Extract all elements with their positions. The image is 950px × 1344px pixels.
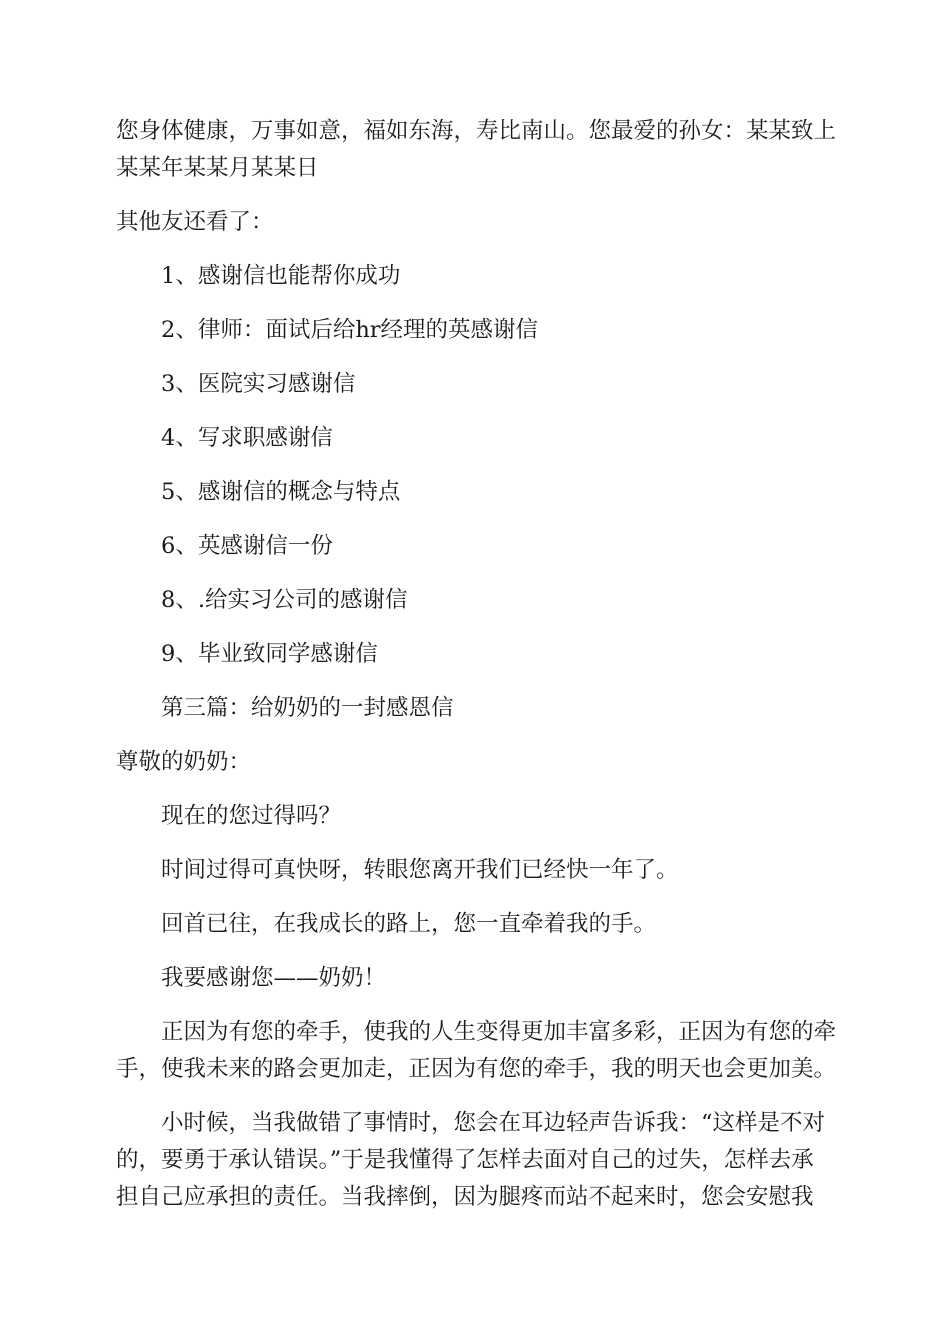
related-item: 8、.给实习公司的感谢信 — [161, 587, 408, 613]
salutation: 尊敬的奶奶： — [116, 749, 252, 775]
paragraph-line: 担自己应承担的责任。当我摔倒，因为腿疼而站不起来时，您会安慰我 — [116, 1184, 814, 1210]
intro-line-1: 您身体健康，万事如意，福如东海，寿比南山。您最爱的孙女：某某致上 — [116, 118, 837, 144]
paragraph-line: 回首已往，在我成长的路上，您一直牵着我的手。 — [161, 911, 657, 937]
related-item: 2、律师：面试后给hr经理的英感谢信 — [161, 317, 539, 343]
paragraph-line: 正因为有您的牵手，使我的人生变得更加丰富多彩，正因为有您的牵 — [161, 1019, 837, 1045]
paragraph-line: 现在的您过得吗？ — [161, 803, 342, 829]
related-item: 3、医院实习感谢信 — [161, 371, 356, 397]
related-item: 1、感谢信也能帮你成功 — [161, 263, 401, 289]
paragraph-line: 时间过得可真快呀，转眼您离开我们已经快一年了。 — [161, 857, 679, 883]
paragraph-line: 的，要勇于承认错误。”于是我懂得了怎样去面对自己的过失，怎样去承 — [116, 1147, 814, 1173]
related-item: 6、英感谢信一份 — [161, 533, 333, 559]
paragraph-line: 我要感谢您——奶奶！ — [161, 965, 387, 991]
intro-line-2: 某某年某某月某某日 — [116, 155, 319, 181]
related-heading: 其他友还看了： — [116, 209, 274, 235]
related-item: 9、毕业致同学感谢信 — [161, 641, 378, 667]
paragraph-line: 手，使我未来的路会更加走，正因为有您的牵手，我的明天也会更加美。 — [116, 1056, 837, 1082]
section-title: 第三篇：给奶奶的一封感恩信 — [161, 695, 454, 721]
paragraph-line: 小时候，当我做错了事情时，您会在耳边轻声告诉我：“这样是不对 — [161, 1110, 826, 1136]
related-item: 5、感谢信的概念与特点 — [161, 479, 401, 505]
related-item: 4、写求职感谢信 — [161, 425, 333, 451]
